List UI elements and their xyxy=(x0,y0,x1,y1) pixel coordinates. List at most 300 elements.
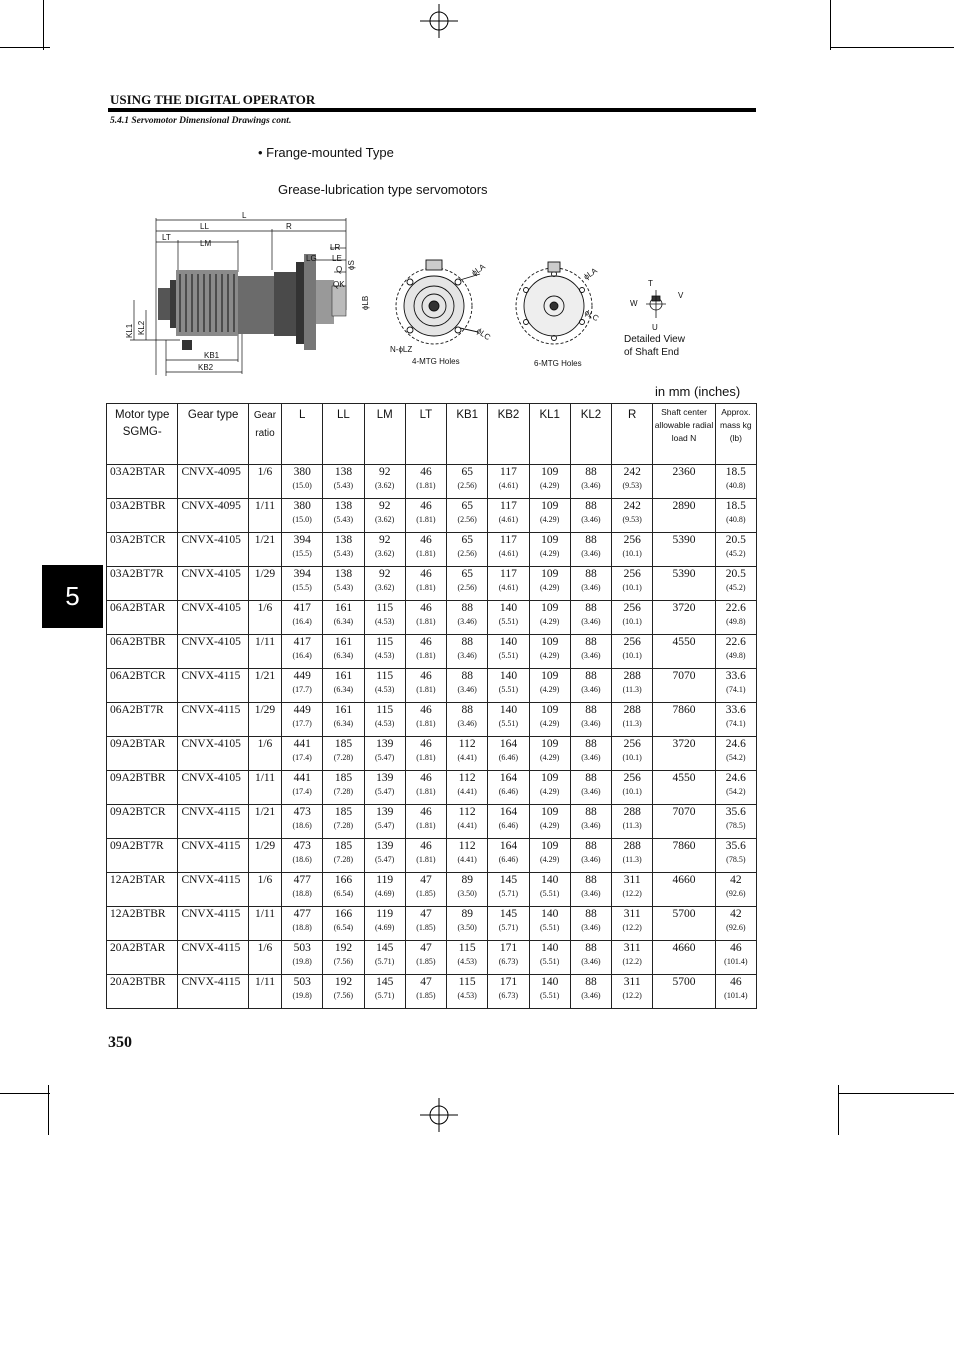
cell-mm-value: 417 xyxy=(293,602,311,614)
cell-inch-value: (10.1) xyxy=(622,617,642,626)
cell-inch-value: (4.53) xyxy=(375,617,395,626)
cell-mm-value: 138 xyxy=(334,500,353,512)
cell-mm-value: 164 xyxy=(499,738,518,750)
table-cell xyxy=(570,839,611,873)
cell-inch-value: (12.2) xyxy=(622,957,642,966)
cell-mm-value: 46 xyxy=(420,602,432,614)
table-cell xyxy=(612,907,653,941)
table-cell xyxy=(405,907,446,941)
cell-mm-value: 138 xyxy=(334,568,353,580)
cell-inch-value: (6.54) xyxy=(333,923,354,932)
table-cell xyxy=(447,465,488,499)
table-cell xyxy=(715,907,756,941)
cell-mm-value: 46 xyxy=(420,636,432,648)
svg-text:R: R xyxy=(286,222,292,231)
table-cell xyxy=(529,907,570,941)
table-cell: CNVX-4115 xyxy=(178,907,248,941)
table-cell xyxy=(612,839,653,873)
table-cell xyxy=(529,499,570,533)
table-cell xyxy=(282,499,323,533)
svg-text:KB1: KB1 xyxy=(204,351,220,360)
cell-inch-value: (4.29) xyxy=(540,855,560,864)
table-cell xyxy=(529,873,570,907)
table-cell xyxy=(529,601,570,635)
cell-mm-value: 503 xyxy=(293,976,311,988)
cell-inch-value: (3.46) xyxy=(581,515,601,524)
svg-text:W: W xyxy=(630,299,638,308)
svg-text:ϕLC: ϕLC xyxy=(583,307,601,324)
cell-inch-value: (2.56) xyxy=(457,481,477,490)
table-cell xyxy=(323,907,364,941)
cell-inch-value: (1.81) xyxy=(416,685,436,694)
cell-inch-value: (4.29) xyxy=(540,685,560,694)
table-cell xyxy=(447,873,488,907)
dimension-drawing xyxy=(120,210,740,382)
cell-mm-value: 115 xyxy=(376,602,394,614)
table-cell: 09A2BTBR xyxy=(107,771,178,805)
table-cell: 4660 xyxy=(653,873,715,907)
cell-inch-value: (15.5) xyxy=(292,583,312,592)
cell-inch-value: (5.47) xyxy=(375,821,395,830)
cell-inch-value: (4.29) xyxy=(540,549,560,558)
table-cell xyxy=(447,839,488,873)
cell-inch-value: (3.46) xyxy=(581,719,601,728)
cell-inch-value: (78.5) xyxy=(726,821,746,830)
cell-inch-value: (19.8) xyxy=(292,991,312,1000)
cell-inch-value: (3.46) xyxy=(581,923,601,932)
table-cell xyxy=(282,805,323,839)
column-header: KB1 xyxy=(447,404,488,465)
table-cell: CNVX-4115 xyxy=(178,975,248,1009)
table-cell xyxy=(570,533,611,567)
cell-mm-value: 171 xyxy=(499,976,518,988)
cell-mm-value: 503 xyxy=(293,942,311,954)
table-cell xyxy=(488,771,529,805)
table-cell xyxy=(323,771,364,805)
table-cell: CNVX-4115 xyxy=(178,669,248,703)
cell-inch-value: (5.51) xyxy=(498,651,519,660)
table-row xyxy=(107,703,757,737)
cell-mm-value: 46 xyxy=(730,976,742,988)
cell-inch-value: (4.41) xyxy=(457,855,477,864)
registration-mark xyxy=(418,1098,460,1132)
cell-inch-value: (4.41) xyxy=(457,753,477,762)
cell-inch-value: (18.8) xyxy=(292,889,312,898)
cell-mm-value: 88 xyxy=(461,602,473,614)
cell-inch-value: (1.81) xyxy=(416,855,436,864)
cell-inch-value: (4.41) xyxy=(457,787,477,796)
column-header: R xyxy=(612,404,653,465)
dimension-table xyxy=(106,403,757,1009)
table-cell xyxy=(323,499,364,533)
cell-inch-value: (4.29) xyxy=(540,481,560,490)
cell-mm-value: 140 xyxy=(541,976,559,988)
cell-inch-value: (54.2) xyxy=(726,787,746,796)
table-cell xyxy=(323,839,364,873)
cell-mm-value: 112 xyxy=(458,738,476,750)
cell-mm-value: 161 xyxy=(334,602,353,614)
cell-mm-value: 256 xyxy=(623,772,641,784)
column-header: Motor type SGMG- xyxy=(107,404,178,465)
cell-mm-value: 140 xyxy=(541,942,559,954)
table-cell xyxy=(447,941,488,975)
table-cell xyxy=(612,703,653,737)
cell-inch-value: (4.53) xyxy=(457,991,477,1000)
cell-mm-value: 109 xyxy=(541,636,559,648)
cell-mm-value: 185 xyxy=(334,772,353,784)
cell-inch-value: (16.4) xyxy=(292,651,312,660)
shaft-detail-line2: of Shaft End xyxy=(624,347,680,358)
cell-mm-value: 35.6 xyxy=(725,840,746,852)
cell-inch-value: (7.56) xyxy=(333,991,354,1000)
table-cell: 06A2BTCR xyxy=(107,669,178,703)
cell-mm-value: 88 xyxy=(585,466,597,478)
table-cell: 03A2BT7R xyxy=(107,567,178,601)
table-cell xyxy=(715,499,756,533)
table-cell xyxy=(405,941,446,975)
table-cell xyxy=(405,805,446,839)
cell-inch-value: (17.7) xyxy=(292,685,312,694)
cell-mm-value: 140 xyxy=(541,874,559,886)
cell-mm-value: 109 xyxy=(541,466,559,478)
table-cell xyxy=(364,465,405,499)
cell-mm-value: 139 xyxy=(376,840,394,852)
cell-inch-value: (5.71) xyxy=(498,923,519,932)
table-cell xyxy=(570,873,611,907)
table-cell: 1/6 xyxy=(248,873,281,907)
cell-inch-value: (49.8) xyxy=(726,651,746,660)
table-cell xyxy=(715,601,756,635)
cell-mm-value: 117 xyxy=(500,568,517,580)
cell-mm-value: 161 xyxy=(334,636,353,648)
cell-inch-value: (74.1) xyxy=(726,685,746,694)
cell-inch-value: (54.2) xyxy=(726,753,746,762)
table-cell xyxy=(612,567,653,601)
table-cell xyxy=(488,975,529,1009)
table-row xyxy=(107,771,757,805)
table-cell xyxy=(488,601,529,635)
cell-mm-value: 89 xyxy=(461,874,473,886)
table-cell: 7070 xyxy=(653,805,715,839)
cell-inch-value: (6.46) xyxy=(498,855,519,864)
cell-inch-value: (4.61) xyxy=(498,481,519,490)
cell-inch-value: (1.81) xyxy=(416,617,436,626)
cell-inch-value: (9.53) xyxy=(622,515,642,524)
table-cell xyxy=(570,635,611,669)
cell-mm-value: 394 xyxy=(293,568,311,580)
table-row xyxy=(107,465,757,499)
cell-inch-value: (1.81) xyxy=(416,651,436,660)
svg-text:ϕS: ϕS xyxy=(347,260,356,270)
cell-mm-value: 47 xyxy=(420,908,432,920)
cell-mm-value: 242 xyxy=(623,466,641,478)
table-cell xyxy=(715,737,756,771)
cell-mm-value: 164 xyxy=(499,840,518,852)
table-cell: 06A2BT7R xyxy=(107,703,178,737)
table-cell xyxy=(364,601,405,635)
svg-text:KL1: KL1 xyxy=(125,323,134,338)
cell-inch-value: (10.1) xyxy=(622,753,642,762)
cell-inch-value: (5.47) xyxy=(375,753,395,762)
cell-mm-value: 449 xyxy=(293,670,311,682)
cell-mm-value: 18.5 xyxy=(725,466,746,478)
svg-text:Q: Q xyxy=(336,265,343,274)
table-cell: 12A2BTAR xyxy=(107,873,178,907)
cell-inch-value: (16.4) xyxy=(292,617,312,626)
caption-4-holes: 4-MTG Holes xyxy=(412,357,460,366)
table-cell xyxy=(715,941,756,975)
table-cell xyxy=(405,635,446,669)
column-header: KB2 xyxy=(488,404,529,465)
cell-inch-value: (3.46) xyxy=(581,753,601,762)
cell-mm-value: 65 xyxy=(461,534,473,546)
cell-inch-value: (74.1) xyxy=(726,719,746,728)
table-cell xyxy=(715,567,756,601)
table-cell xyxy=(529,737,570,771)
cell-inch-value: (3.50) xyxy=(457,923,477,932)
cell-inch-value: (3.46) xyxy=(581,685,601,694)
table-cell xyxy=(323,567,364,601)
table-cell xyxy=(282,873,323,907)
cell-mm-value: 20.5 xyxy=(725,568,746,580)
table-cell: 06A2BTAR xyxy=(107,601,178,635)
table-cell xyxy=(364,975,405,1009)
cell-inch-value: (4.53) xyxy=(375,651,395,660)
cell-mm-value: 88 xyxy=(585,670,597,682)
cell-inch-value: (15.0) xyxy=(292,481,312,490)
table-cell xyxy=(323,737,364,771)
cell-mm-value: 88 xyxy=(461,704,473,716)
table-cell xyxy=(715,975,756,1009)
table-cell: CNVX-4095 xyxy=(178,499,248,533)
table-cell xyxy=(282,907,323,941)
table-cell xyxy=(612,975,653,1009)
table-row xyxy=(107,737,757,771)
cell-inch-value: (19.8) xyxy=(292,957,312,966)
cell-mm-value: 88 xyxy=(585,704,597,716)
table-cell xyxy=(529,839,570,873)
table-cell xyxy=(529,465,570,499)
table-row xyxy=(107,499,757,533)
cell-mm-value: 256 xyxy=(623,602,641,614)
table-cell xyxy=(570,737,611,771)
table-cell xyxy=(364,499,405,533)
cell-inch-value: (1.81) xyxy=(416,549,436,558)
table-cell: 12A2BTBR xyxy=(107,907,178,941)
column-header: KL1 xyxy=(529,404,570,465)
cell-inch-value: (1.85) xyxy=(416,957,436,966)
cell-mm-value: 288 xyxy=(623,704,641,716)
cell-mm-value: 185 xyxy=(334,806,353,818)
cell-inch-value: (4.29) xyxy=(540,753,560,762)
table-cell xyxy=(570,805,611,839)
cell-mm-value: 109 xyxy=(541,534,559,546)
cell-inch-value: (5.43) xyxy=(333,583,354,592)
table-cell xyxy=(447,975,488,1009)
table-cell xyxy=(405,703,446,737)
table-cell xyxy=(282,703,323,737)
table-cell xyxy=(529,975,570,1009)
cell-mm-value: 477 xyxy=(293,874,311,886)
table-cell: 4550 xyxy=(653,771,715,805)
cell-mm-value: 22.6 xyxy=(725,602,746,614)
cell-inch-value: (7.56) xyxy=(333,957,354,966)
table-cell xyxy=(405,499,446,533)
cell-inch-value: (5.51) xyxy=(540,889,560,898)
cell-mm-value: 65 xyxy=(461,466,473,478)
cell-inch-value: (4.61) xyxy=(498,515,519,524)
table-cell xyxy=(488,669,529,703)
cell-inch-value: (5.43) xyxy=(333,515,354,524)
cell-inch-value: (101.4) xyxy=(724,991,748,1000)
table-cell xyxy=(570,907,611,941)
cell-inch-value: (5.71) xyxy=(375,991,395,1000)
cell-inch-value: (7.28) xyxy=(333,787,354,796)
table-cell: 09A2BT7R xyxy=(107,839,178,873)
cell-mm-value: 88 xyxy=(585,568,597,580)
cell-mm-value: 138 xyxy=(334,534,353,546)
cell-mm-value: 92 xyxy=(378,568,391,580)
cell-mm-value: 46 xyxy=(420,840,432,852)
cell-mm-value: 139 xyxy=(376,806,394,818)
cell-inch-value: (4.53) xyxy=(375,685,395,694)
table-cell: 1/6 xyxy=(248,601,281,635)
table-cell xyxy=(488,533,529,567)
cell-inch-value: (1.81) xyxy=(416,481,436,490)
cell-inch-value: (10.1) xyxy=(622,787,642,796)
table-cell xyxy=(447,737,488,771)
table-cell xyxy=(364,533,405,567)
cell-mm-value: 161 xyxy=(334,670,353,682)
cell-mm-value: 42 xyxy=(730,874,742,886)
section-title: USING THE DIGITAL OPERATOR xyxy=(110,92,316,107)
cell-mm-value: 242 xyxy=(623,500,641,512)
type-bullet: • Frange-mounted Type xyxy=(258,145,394,160)
table-cell xyxy=(570,975,611,1009)
table-cell: CNVX-4105 xyxy=(178,771,248,805)
cell-mm-value: 473 xyxy=(293,806,311,818)
cell-inch-value: (3.50) xyxy=(457,889,477,898)
table-row xyxy=(107,601,757,635)
cell-inch-value: (6.34) xyxy=(333,617,354,626)
table-cell xyxy=(405,465,446,499)
cell-inch-value: (4.41) xyxy=(457,821,477,830)
cell-inch-value: (5.43) xyxy=(333,549,354,558)
cell-inch-value: (9.53) xyxy=(622,481,642,490)
table-row xyxy=(107,805,757,839)
cell-inch-value: (12.2) xyxy=(622,923,642,932)
table-cell xyxy=(570,771,611,805)
table-cell xyxy=(282,941,323,975)
cell-inch-value: (78.5) xyxy=(726,855,746,864)
column-header: Approx. mass kg (lb) xyxy=(715,404,756,465)
cell-mm-value: 139 xyxy=(376,738,394,750)
table-cell: 1/29 xyxy=(248,839,281,873)
cell-mm-value: 46 xyxy=(420,670,432,682)
cell-inch-value: (45.2) xyxy=(726,549,746,558)
cell-mm-value: 256 xyxy=(623,636,641,648)
table-row xyxy=(107,635,757,669)
table-cell xyxy=(570,941,611,975)
cell-mm-value: 88 xyxy=(585,772,597,784)
cell-mm-value: 117 xyxy=(500,534,517,546)
table-cell xyxy=(323,635,364,669)
table-cell xyxy=(612,873,653,907)
drawing-title: Grease-lubrication type servomotors xyxy=(278,182,488,197)
table-cell xyxy=(488,499,529,533)
cell-mm-value: 24.6 xyxy=(725,738,746,750)
cell-inch-value: (6.73) xyxy=(498,991,519,1000)
cell-inch-value: (4.29) xyxy=(540,617,560,626)
table-cell xyxy=(570,567,611,601)
page-number: 350 xyxy=(108,1034,132,1051)
cell-mm-value: 109 xyxy=(541,806,559,818)
column-header: Gear ratio xyxy=(248,404,281,465)
table-cell: 5390 xyxy=(653,533,715,567)
table-cell xyxy=(405,533,446,567)
crop-mark xyxy=(48,1085,49,1135)
cell-mm-value: 35.6 xyxy=(725,806,746,818)
table-row xyxy=(107,907,757,941)
svg-text:L: L xyxy=(242,211,247,220)
cell-inch-value: (1.81) xyxy=(416,515,436,524)
cell-inch-value: (2.56) xyxy=(457,583,477,592)
cell-mm-value: 92 xyxy=(378,500,391,512)
table-cell xyxy=(323,805,364,839)
table-cell xyxy=(715,533,756,567)
cell-inch-value: (2.56) xyxy=(457,515,477,524)
cell-mm-value: 46 xyxy=(420,738,432,750)
cell-inch-value: (3.46) xyxy=(457,685,477,694)
crop-mark xyxy=(830,47,954,48)
cell-inch-value: (10.1) xyxy=(622,583,642,592)
cell-mm-value: 288 xyxy=(623,806,641,818)
cell-mm-value: 109 xyxy=(541,840,559,852)
column-header: LL xyxy=(323,404,364,465)
subsection-title: 5.4.1 Servomotor Dimensional Drawings cont. xyxy=(110,116,292,126)
cell-mm-value: 117 xyxy=(500,500,517,512)
table-row xyxy=(107,669,757,703)
cell-mm-value: 42 xyxy=(730,908,742,920)
table-cell xyxy=(282,465,323,499)
cell-mm-value: 88 xyxy=(461,636,473,648)
table-cell: 1/11 xyxy=(248,771,281,805)
cell-inch-value: (3.46) xyxy=(581,549,601,558)
table-cell xyxy=(405,601,446,635)
cell-mm-value: 24.6 xyxy=(725,772,746,784)
table-cell xyxy=(447,567,488,601)
table-cell xyxy=(447,533,488,567)
cell-inch-value: (3.46) xyxy=(457,719,477,728)
cell-mm-value: 115 xyxy=(376,670,394,682)
cell-mm-value: 88 xyxy=(585,942,597,954)
cell-inch-value: (6.34) xyxy=(333,685,354,694)
table-cell xyxy=(282,601,323,635)
table-row xyxy=(107,839,757,873)
cell-mm-value: 46 xyxy=(730,942,742,954)
cell-inch-value: (4.69) xyxy=(375,923,395,932)
table-cell xyxy=(282,669,323,703)
cell-inch-value: (5.51) xyxy=(498,685,519,694)
table-cell xyxy=(488,941,529,975)
cell-mm-value: 117 xyxy=(500,466,517,478)
cell-mm-value: 417 xyxy=(293,636,311,648)
cell-mm-value: 47 xyxy=(420,942,432,954)
cell-inch-value: (12.2) xyxy=(622,991,642,1000)
table-cell xyxy=(488,805,529,839)
table-cell xyxy=(529,941,570,975)
cell-inch-value: (6.46) xyxy=(498,753,519,762)
